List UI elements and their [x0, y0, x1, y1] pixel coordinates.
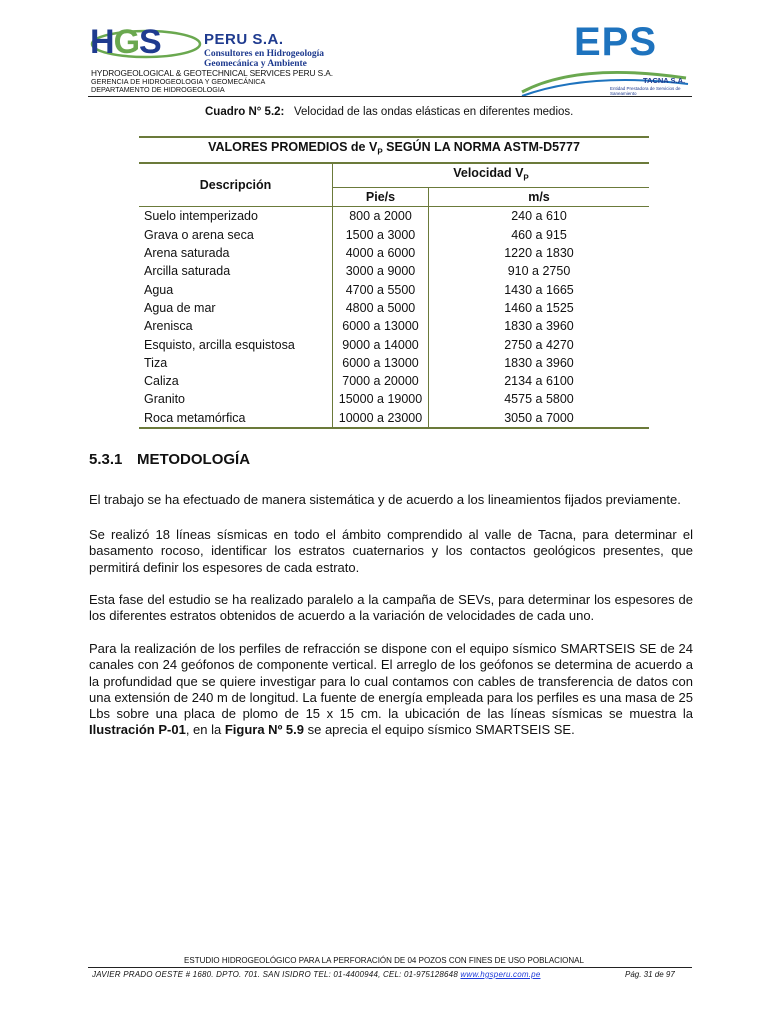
cell-ms: 910 a 2750 [429, 262, 650, 280]
caption-text: Velocidad de las ondas elásticas en diferentes medios. [293, 106, 574, 118]
cell-pies: 4800 a 5000 [333, 299, 429, 317]
eps-subtitle: TACNA S.A. [643, 76, 686, 85]
cell-pies: 6000 a 13000 [333, 354, 429, 372]
section-heading [89, 451, 250, 468]
cell-pies: 6000 a 13000 [333, 317, 429, 335]
cell-ms: 2750 a 4270 [429, 335, 650, 353]
cell-description: Arena saturada [144, 246, 230, 261]
eps-logo-text: EPS [574, 20, 658, 64]
table-row [139, 317, 649, 335]
cell-ms: 240 a 610 [429, 207, 650, 226]
cell-description: Roca metamórfica [139, 409, 333, 428]
cell-description: Granito [144, 392, 185, 407]
table-row [139, 244, 649, 262]
table-row [139, 262, 649, 280]
table-row [139, 354, 649, 372]
table-row [139, 372, 649, 390]
table-row [139, 409, 649, 428]
table-header-row-1 [139, 163, 649, 188]
cell-pies: 1500 a 3000 [333, 226, 429, 244]
cell-ms: 2134 a 6100 [429, 372, 650, 390]
table-title-row [139, 137, 649, 163]
footer-address: JAVIER PRADO OESTE # 1680. DPTO. 701. SAN ISIDRO TEL: 01-4400944, CEL: 01-975128648 www.hgsperu.com.pe [92, 970, 541, 979]
cell-ms: 3050 a 7000 [429, 409, 650, 428]
velocity-table [139, 136, 649, 429]
hgs-logo [90, 22, 400, 70]
cell-pies: 15000 a 19000 [333, 390, 429, 408]
hgs-letter-g: G [113, 23, 140, 61]
footer-study-title: ESTUDIO HIDROGEOLÓGICO PARA LA PERFORACIÓN DE 04 POZOS CON FINES DE USO POBLACIONAL [184, 956, 584, 965]
eps-tagline: Entidad Prestadora de Servicios de Saneamiento [610, 86, 681, 96]
col-header-ms: m/s [429, 188, 650, 207]
table-row [139, 207, 649, 226]
cell-description: Tiza [144, 355, 168, 370]
table-row [139, 299, 649, 317]
col-header-pies: Pie/s [333, 188, 429, 207]
table-row [139, 335, 649, 353]
company-full-name: HYDROGEOLOGICAL & GEOTECHNICAL SERVICES PERU S.A. [91, 68, 333, 78]
section-title: METODOLOGÍA [137, 451, 251, 468]
company-short-name: PERU S.A. [204, 31, 284, 48]
cell-pies: 4700 a 5500 [333, 280, 429, 298]
cell-description: Esquisto, arcilla esquistosa [144, 337, 295, 352]
header-divider [88, 96, 692, 97]
tagline-line-2: Geomecánica y Ambiente [204, 59, 307, 69]
page-header [88, 14, 692, 100]
tagline-line-1: Consultores en Hidrogeología [204, 49, 324, 59]
cell-ms: 1220 a 1830 [429, 244, 650, 262]
caption-label: Cuadro N° 5.2: [205, 106, 285, 118]
table-body [139, 207, 649, 428]
company-tagline [204, 49, 324, 69]
table-row [139, 226, 649, 244]
cell-pies: 10000 a 23000 [333, 409, 429, 428]
cell-description: Arcilla saturada [144, 264, 231, 279]
paragraph-1: El trabajo se ha efectuado de manera sistemática y de acuerdo a los lineamientos fijados previamente. [89, 492, 681, 507]
paragraph-2: Se realizó 18 líneas sísmicas en todo el ámbito comprendido al valle de Tacna, para determinar el basamento rocoso, identificar los estratos cuaternarios y los contactos geológicos presentes, que permitirá definir los espesores de cada estrato. [89, 527, 693, 575]
hgs-letter-h: H [90, 23, 114, 61]
cell-ms: 1460 a 1525 [429, 299, 650, 317]
cell-description: Arenisca [144, 319, 193, 334]
footer-divider [88, 967, 692, 968]
cell-description: Agua [144, 282, 174, 297]
paragraph-4: Para la realización de los perfiles de refracción se dispone con el equipo sísmico SMARTSEIS SE de 24 canales con 24 geófonos de componente vertical. El arreglo de los geófonos se determina de acuerdo a la profundidad que se quiere investigar para lo cual contamos con cables de transferencia de datos con una extensión de 240 m de longitud. La fuente de energía empleada para los perfiles es una masa de 25 Lbs sobre una placa de plomo de 15 x 15 cm. la ubicación de las líneas sísmicas se muestra la Ilustración P-01, en la Figura Nº 5.9 se aprecia el equipo sísmico SMARTSEIS SE. [89, 641, 693, 738]
cell-ms: 460 a 915 [429, 226, 650, 244]
department-line-2: DEPARTAMENTO DE HIDROGEOLOGIA [91, 85, 225, 94]
table-caption [205, 106, 573, 118]
cell-description: Agua de mar [144, 300, 216, 315]
cell-ms: 1430 a 1665 [429, 280, 650, 298]
website-link[interactable]: www.hgsperu.com.pe [460, 970, 541, 979]
cell-pies: 9000 a 14000 [333, 335, 429, 353]
department-line-1: GERENCIA DE HIDROGEOLOGIA Y GEOMECÁNICA [91, 77, 266, 86]
hgs-letter-s: S [139, 23, 161, 61]
cell-ms: 1830 a 3960 [429, 317, 650, 335]
table-row [139, 390, 649, 408]
cell-description: Grava o arena seca [144, 227, 254, 242]
table-row [139, 280, 649, 298]
page-number: Pág. 31 de 97 [625, 970, 675, 979]
cell-pies: 7000 a 20000 [333, 372, 429, 390]
cell-ms: 4575 a 5800 [429, 390, 650, 408]
cell-description: Suelo intemperizado [144, 209, 258, 224]
section-number: 5.3.1 [89, 451, 123, 468]
cell-description: Caliza [144, 374, 179, 389]
col-header-description: Descripción [139, 163, 333, 207]
cell-pies: 800 a 2000 [333, 207, 429, 226]
paragraph-3: Esta fase del estudio se ha realizado paralelo a la campaña de SEVs, para determinar los espesores de los diferentes estratos obtenidos de acuerdo a la variación de velocidades de cada uno. [89, 592, 693, 624]
ref-ilustracion: Ilustración P-01 [89, 722, 186, 738]
cell-ms: 1830 a 3960 [429, 354, 650, 372]
ref-figura: Figura Nº 5.9 [224, 722, 304, 738]
cell-pies: 4000 a 6000 [333, 244, 429, 262]
table-title: VALORES PROMEDIOS de $V_P$ SEGÚN LA NORMA ASTM-D5777 [139, 137, 649, 163]
col-header-velocity: Velocidad $V_P$ [333, 163, 650, 188]
cell-pies: 3000 a 9000 [333, 262, 429, 280]
